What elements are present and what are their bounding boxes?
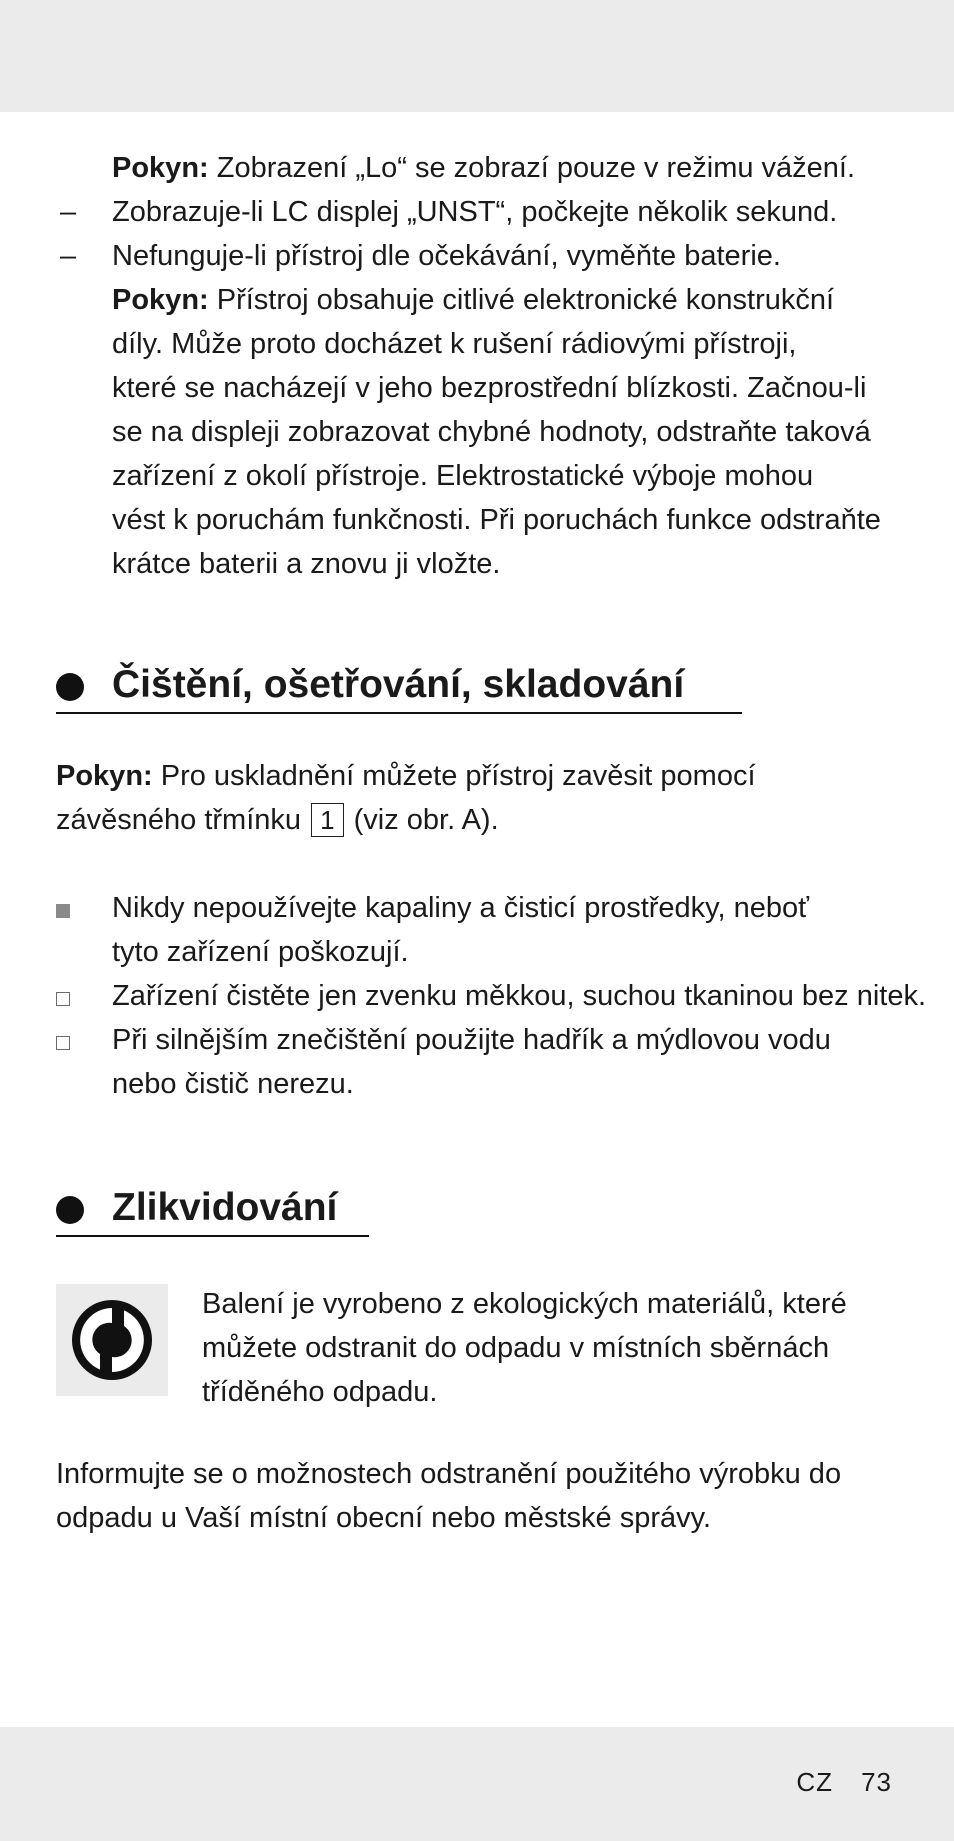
note-line: se na displeji zobrazovat chybné hodnoty, odstraňte taková [112,416,871,448]
list-item-heavy-dirt: Při silnějším znečištění použijte hadřík a mýdlovou vodu nebo čistič nerezu. [112,1024,831,1100]
note-text: Zobrazení „Lo“ se zobrazí pouze v režimu vážení. [208,152,856,184]
filled-square-bullet-icon [56,904,70,918]
heading-underline [56,1235,369,1237]
list-item-unst: Zobrazuje-li LC displej „UNST“, počkejte několik sekund. [112,196,838,228]
heading-text: Zlikvidování [112,1186,338,1229]
note-line: závěsného třmínku 1 (viz obr. A). [56,804,499,836]
figure-reference-number: 1 [311,803,343,837]
disposal-info-text: Informujte se o možnostech odstranění použitého výrobku do odpadu u Vaší místní obecní nebo městské správy. [56,1458,842,1534]
list-item-no-liquids: Nikdy nepoužívejte kapaliny a čisticí prostředky, neboť tyto zařízení poškozují. [112,892,810,968]
dash-bullet: – [60,240,77,272]
note-line: vést k poruchám funkčnosti. Při poruchách funkce odstraňte [112,504,881,536]
note-line: díly. Může proto docházet k rušení rádiovými přístroji, [112,328,797,360]
note-line: Pokyn: Pro uskladnění můžete přístroj zavěsit pomocí [56,760,756,792]
heading-bullet-icon [56,673,84,701]
heading-text: Čištění, ošetřování, skladování [112,663,685,706]
language-code: CZ [796,1767,834,1797]
heading-underline [56,712,742,714]
note-line: Pokyn: Přístroj obsahuje citlivé elektronické konstrukční [112,284,835,316]
note-line: zařízení z okolí přístroje. Elektrostatické výboje mohou [112,460,814,492]
list-item-replace-batteries: Nefunguje-li přístroj dle očekávání, vyměňte baterie. [112,240,781,272]
empty-square-bullet-icon [56,992,70,1006]
heading-bullet-icon [56,1196,84,1224]
green-dot-recycling-icon [56,1284,168,1396]
packaging-text: Balení je vyrobeno z ekologických materiálů, které můžete odstranit do odpadu v místních sběrnách tříděného odpadu. [202,1288,847,1408]
note-storage [56,754,916,842]
note-electronics [112,278,912,586]
note-label: Pokyn: [112,152,209,184]
dash-bullet: – [60,196,77,228]
empty-square-bullet-icon [56,1036,70,1050]
note-lo-display [112,146,912,190]
top-band [0,0,954,112]
note-line: krátce baterii a znovu ji vložte. [112,548,501,580]
list-item-clean-outside: Zařízení čistěte jen zvenku měkkou, suchou tkaninou bez nitek. [112,980,927,1012]
note-line: které se nacházejí v jeho bezprostřední blízkosti. Začnou-li [112,372,867,404]
note-label: Pokyn: [56,760,153,792]
page-footer [796,1760,892,1804]
note-label: Pokyn: [112,284,209,316]
page-number: 73 [861,1767,892,1797]
